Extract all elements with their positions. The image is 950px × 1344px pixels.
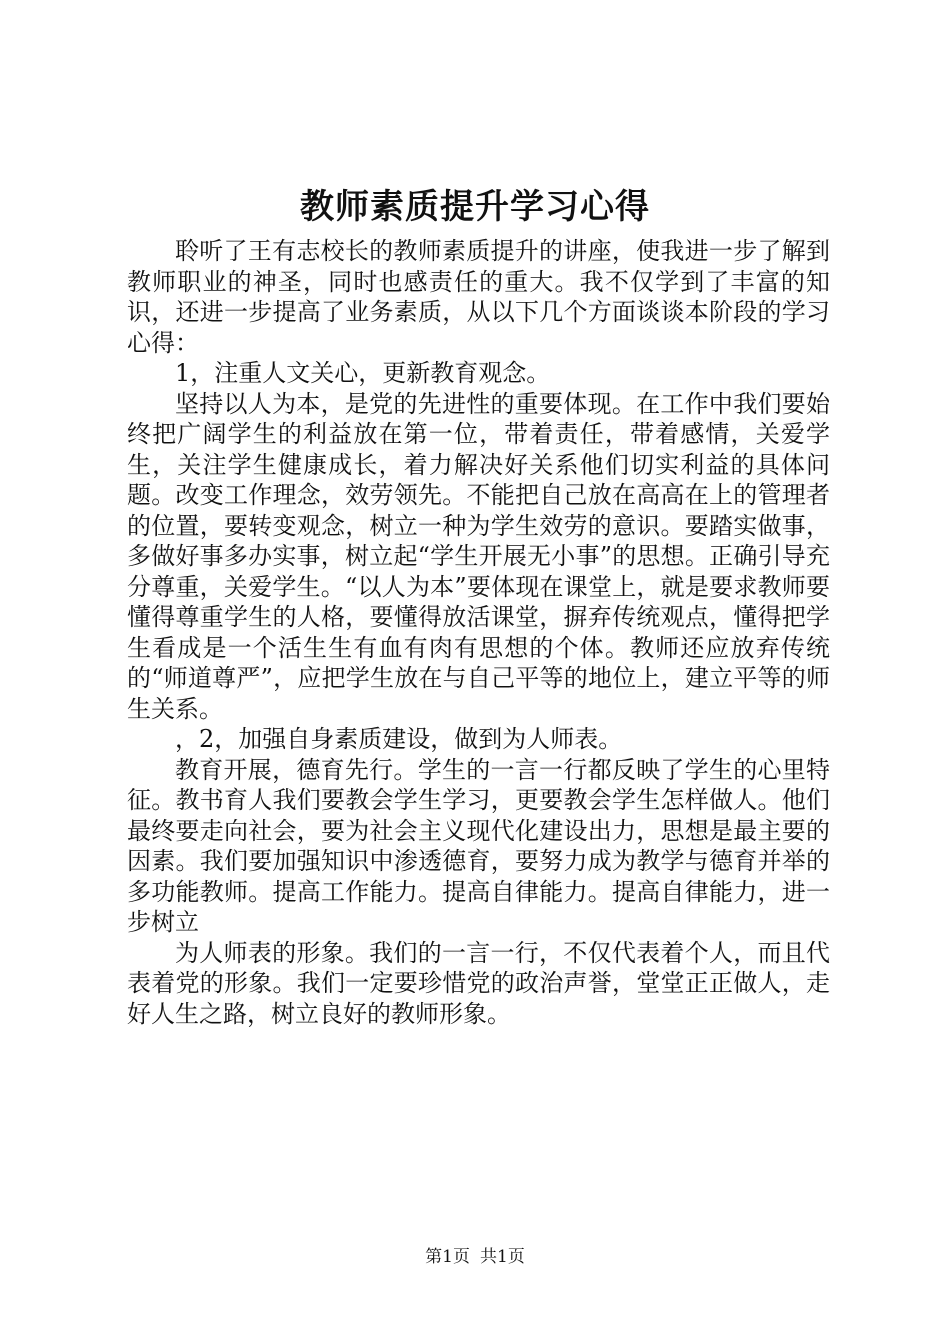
paragraph-conclusion: 为人师表的形象。我们的一言一行，不仅代表着个人，而且代表着党的形象。我们一定要珍惜党的政治声誉，堂堂正正做人，走好人生之路，树立良好的教师形象。	[127, 938, 830, 1028]
document-body	[127, 236, 830, 1029]
page-number: 第1页	[425, 1247, 470, 1267]
document-title: 教师素质提升学习心得	[300, 187, 650, 227]
section-heading-1: 1，注重人文关心，更新教育观念。	[175, 359, 551, 387]
page-total: 共1页	[480, 1247, 525, 1267]
paragraph-section-1: 坚持以人为本，是党的先进性的重要体现。在工作中我们要始终把广阔学生的利益放在第一位，带着责任，带着感情，关爱学生，关注学生健康成长，着力解决好关系他们切实利益的具体问题。改变工作理念，效劳领先。不能把自己放在高高在上的管理者的位置，要转变观念，树立一种为学生效劳的意识。要踏实做事，多做好事多办实事，树立起“学生开展无小事”的思想。正确引导充分尊重，关爱学生。“以人为本”要体现在课堂上，就是要求教师要懂得尊重学生的人格，要懂得放活课堂，摒弃传统观点，懂得把学生看成是一个活生生有血有肉有思想的个体。教师还应放弃传统的“师道尊严”，应把学生放在与自己平等的地位上，建立平等的师生关系。	[127, 389, 830, 723]
section-heading-2: ，2，加强自身素质建设，做到为人师表。	[175, 725, 623, 753]
paragraph-section-2: 教育开展，德育先行。学生的一言一行都反映了学生的心里特征。教书育人我们要教会学生学习，更要教会学生怎样做人。他们最终要走向社会，要为社会主义现代化建设出力，思想是最主要的因素。我们要加强知识中渗透德育，要努力成为教学与德育并举的多功能教师。提高工作能力。提高自律能力。提高自律能力，进一步树立	[127, 755, 830, 936]
page-footer	[0, 1245, 950, 1269]
paragraph-intro: 聆听了王有志校长的教师素质提升的讲座，使我进一步了解到教师职业的神圣，同时也感责任的重大。我不仅学到了丰富的知识，还进一步提高了业务素质，从以下几个方面谈谈本阶段的学习心得：	[127, 237, 830, 357]
